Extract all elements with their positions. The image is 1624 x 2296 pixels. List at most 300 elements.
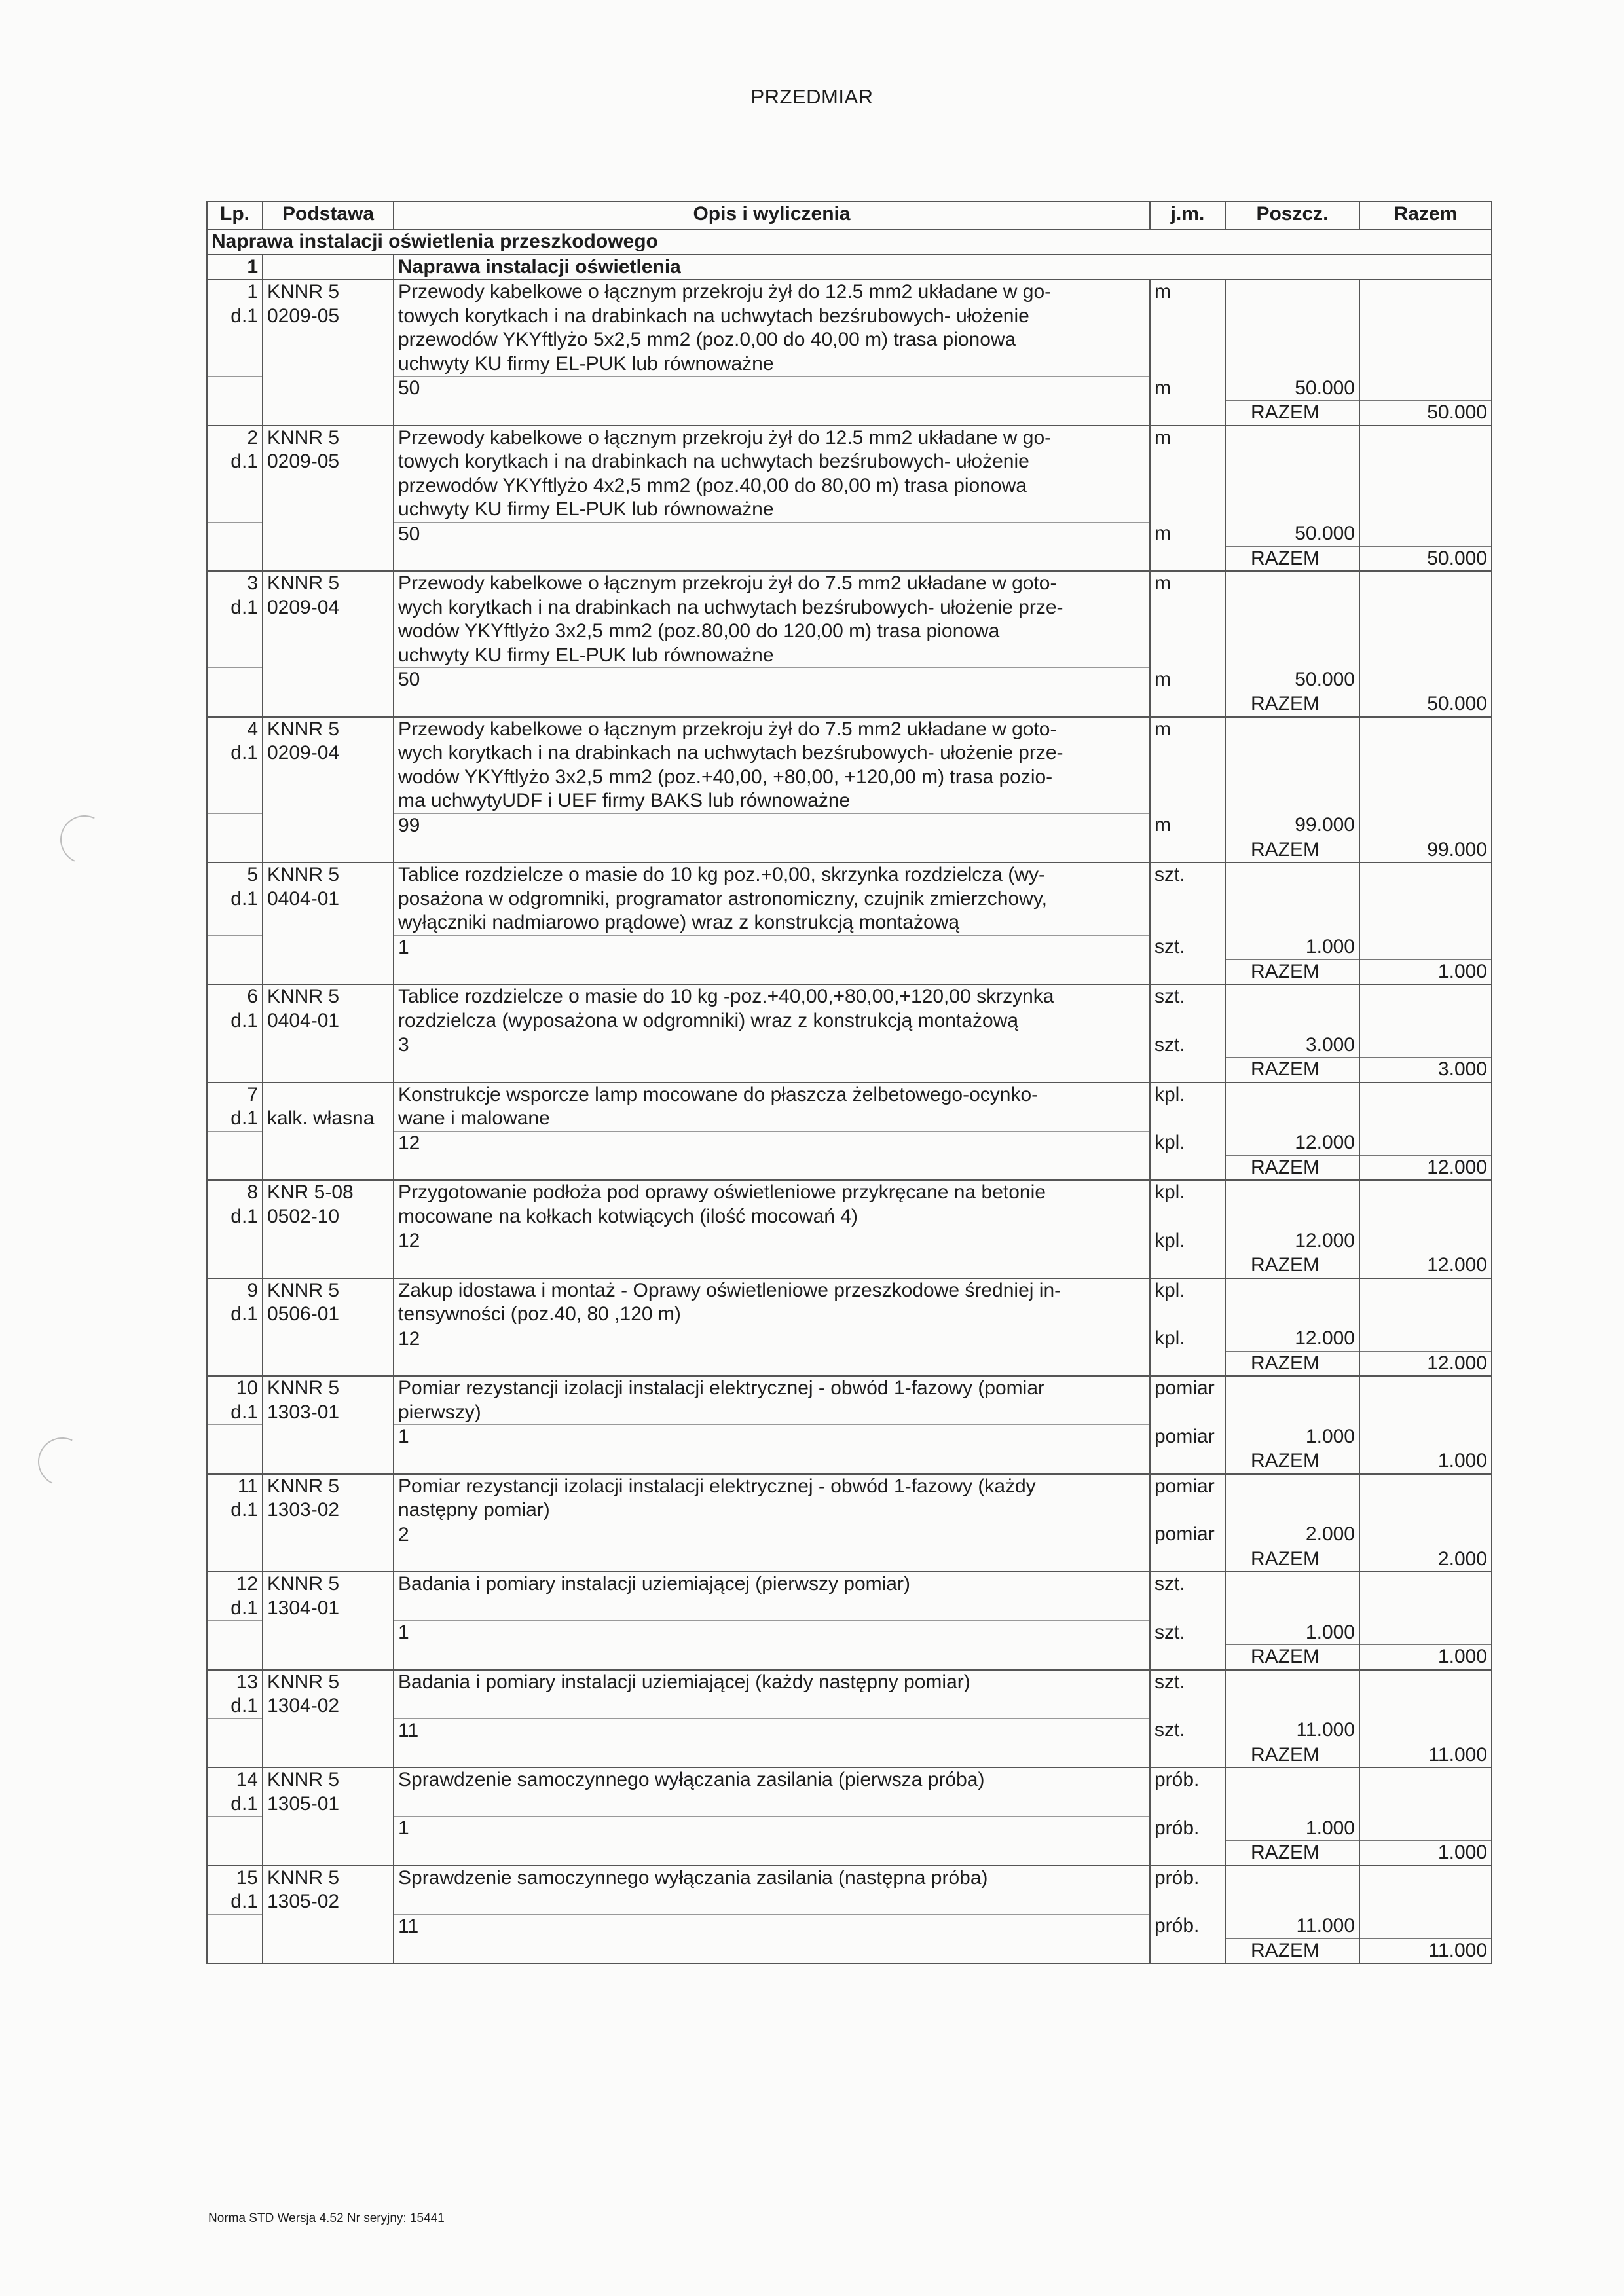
item-base: [263, 1841, 394, 1866]
item-lp: [207, 1155, 263, 1180]
item-base: KNNR 5: [263, 1572, 394, 1597]
item-total-empty: [1359, 1425, 1492, 1449]
item-total-empty: [1359, 571, 1492, 596]
item-qty-empty: [1225, 1205, 1359, 1229]
item-base: [263, 1645, 394, 1670]
item-total-empty: [1359, 1229, 1492, 1253]
item-desc-empty: [394, 838, 1150, 862]
item-description-line: wodów YKYftlyżo 3x2,5 mm2 (poz.80,00 do 120,00 m) trasa pionowa: [394, 620, 1150, 644]
item-qty-empty: [1225, 1866, 1359, 1891]
item-total: 1.000: [1359, 959, 1492, 984]
item-base: [263, 401, 394, 426]
item-description-line: Tablice rozdzielcze o masie do 10 kg poz.+0,00, skrzynka rozdzielcza (wy-: [394, 862, 1150, 887]
item-description-line: Przewody kabelkowe o łącznym przekroju żył do 12.5 mm2 układane w go-: [394, 280, 1150, 305]
item-lp: [207, 1841, 263, 1866]
table-row: [207, 1401, 1492, 1425]
item-total-empty: [1359, 498, 1492, 522]
item-unit: szt.: [1150, 935, 1225, 959]
razem-label: RAZEM: [1225, 1841, 1359, 1866]
item-total-empty: [1359, 644, 1492, 668]
item-total-empty: [1359, 1768, 1492, 1792]
item-description-line: uchwyty KU firmy EL-PUK lub równoważne: [394, 352, 1150, 377]
item-lp: d.1: [207, 450, 263, 474]
item-base: KNNR 5: [263, 1376, 394, 1401]
razem-label: RAZEM: [1225, 1155, 1359, 1180]
table-row: [207, 1425, 1492, 1449]
item-unit: [1150, 741, 1225, 766]
item-description-line: [394, 1694, 1150, 1718]
table-row: [207, 522, 1492, 546]
item-lp: d.1: [207, 305, 263, 329]
item-description-line: Sprawdzenie samoczynnego wyłączania zasilania (następna próba): [394, 1866, 1150, 1891]
item-lp: [207, 1718, 263, 1743]
table-row: [207, 1743, 1492, 1768]
item-lp: 5: [207, 862, 263, 887]
item-unit: [1150, 1303, 1225, 1327]
item-qty-empty: [1225, 1107, 1359, 1131]
razem-label: RAZEM: [1225, 1351, 1359, 1376]
item-lp: [207, 692, 263, 717]
item-base: 1305-02: [263, 1890, 394, 1914]
table-row: [207, 1474, 1492, 1499]
item-unit: [1150, 620, 1225, 644]
item-base: [263, 328, 394, 352]
item-qty-empty: [1225, 911, 1359, 935]
item-base: [263, 668, 394, 692]
item-qty-empty: [1225, 1083, 1359, 1107]
item-description-line: mocowane na kołkach kotwiących (ilość mocowań 4): [394, 1205, 1150, 1229]
item-lp: [207, 1229, 263, 1253]
table-row: [207, 1792, 1492, 1817]
table-row: [207, 305, 1492, 329]
item-total: 1.000: [1359, 1449, 1492, 1474]
item-qty: 11.000: [1225, 1914, 1359, 1938]
item-base: KNNR 5: [263, 717, 394, 742]
item-lp: [207, 1058, 263, 1083]
item-base: [263, 1131, 394, 1155]
item-unit: [1150, 1547, 1225, 1572]
razem-label: RAZEM: [1225, 1253, 1359, 1278]
item-lp: [207, 1033, 263, 1058]
item-desc-empty: [394, 1155, 1150, 1180]
item-lp: 14: [207, 1768, 263, 1792]
item-unit: pomiar: [1150, 1376, 1225, 1401]
item-total-empty: [1359, 935, 1492, 959]
item-description-line: wych korytkach i na drabinkach na uchwytach bezśrubowych- ułożenie prze-: [394, 741, 1150, 766]
item-qty: 3.000: [1225, 1033, 1359, 1058]
item-lp: d.1: [207, 887, 263, 912]
item-total-empty: [1359, 984, 1492, 1009]
table-header-row: [207, 202, 1492, 229]
item-base: [263, 352, 394, 377]
item-description-line: Badania i pomiary instalacji uziemiającej (każdy następny pomiar): [394, 1670, 1150, 1695]
item-lp: [207, 935, 263, 959]
item-description-line: [394, 1890, 1150, 1914]
table-row: [207, 450, 1492, 474]
item-lp: [207, 838, 263, 862]
item-unit: [1150, 1205, 1225, 1229]
item-calc: 1: [394, 1425, 1150, 1449]
item-total-empty: [1359, 1718, 1492, 1743]
item-total-empty: [1359, 305, 1492, 329]
item-unit: szt.: [1150, 1033, 1225, 1058]
item-calc: 50: [394, 522, 1150, 546]
item-desc-empty: [394, 1743, 1150, 1768]
item-qty-empty: [1225, 474, 1359, 498]
item-lp: [207, 620, 263, 644]
item-base: KNNR 5: [263, 984, 394, 1009]
item-desc-empty: [394, 1253, 1150, 1278]
item-lp: 15: [207, 1866, 263, 1891]
footer-note: Norma STD Wersja 4.52 Nr seryjny: 15441: [208, 2212, 445, 2225]
item-unit: m: [1150, 426, 1225, 451]
table-row: [207, 426, 1492, 451]
item-base: [263, 546, 394, 571]
item-base: [263, 1083, 394, 1107]
item-base: [263, 1547, 394, 1572]
item-qty: 2.000: [1225, 1523, 1359, 1547]
item-lp: [207, 1449, 263, 1474]
item-base: [263, 911, 394, 935]
item-qty: 99.000: [1225, 813, 1359, 838]
item-unit: [1150, 644, 1225, 668]
item-description-line: towych korytkach i na drabinkach na uchwytach bezśrubowych- ułożenie: [394, 450, 1150, 474]
item-unit: [1150, 450, 1225, 474]
item-total-empty: [1359, 717, 1492, 742]
item-unit: kpl.: [1150, 1131, 1225, 1155]
item-qty-empty: [1225, 984, 1359, 1009]
item-unit: [1150, 1597, 1225, 1621]
item-description-line: Przewody kabelkowe o łącznym przekroju żył do 7.5 mm2 układane w goto-: [394, 717, 1150, 742]
item-qty-empty: [1225, 352, 1359, 377]
item-unit: kpl.: [1150, 1278, 1225, 1303]
item-unit: m: [1150, 377, 1225, 401]
item-base: 1304-02: [263, 1694, 394, 1718]
table-row: [207, 1107, 1492, 1131]
item-lp: d.1: [207, 1597, 263, 1621]
item-lp: [207, 1523, 263, 1547]
item-qty-empty: [1225, 1180, 1359, 1205]
item-total-empty: [1359, 426, 1492, 451]
item-total-empty: [1359, 1107, 1492, 1131]
table-row: [207, 1523, 1492, 1547]
item-lp: [207, 911, 263, 935]
col-header-lp: Lp.: [207, 202, 263, 229]
item-lp: 7: [207, 1083, 263, 1107]
item-total: 11.000: [1359, 1938, 1492, 1963]
item-lp: [207, 789, 263, 813]
item-total-empty: [1359, 1670, 1492, 1695]
item-base: [263, 1155, 394, 1180]
item-base: [263, 766, 394, 790]
table-row: [207, 1155, 1492, 1180]
item-base: [263, 1817, 394, 1841]
table-row: [207, 1278, 1492, 1303]
item-base: [263, 522, 394, 546]
item-lp: [207, 1645, 263, 1670]
item-description-line: wych korytkach i na drabinkach na uchwytach bezśrubowych- ułożenie prze-: [394, 596, 1150, 620]
item-base: KNNR 5: [263, 1768, 394, 1792]
item-unit: m: [1150, 280, 1225, 305]
item-lp: [207, 644, 263, 668]
table-row: [207, 1768, 1492, 1792]
table-row: [207, 1817, 1492, 1841]
item-lp: [207, 668, 263, 692]
item-calc: 12: [394, 1327, 1150, 1351]
item-unit: [1150, 887, 1225, 912]
item-total-empty: [1359, 1572, 1492, 1597]
item-lp: [207, 474, 263, 498]
bill-of-quantities-table: [206, 201, 1492, 1964]
item-description-line: posażona w odgromniki, programator astronomiczny, czujnik zmierzchowy,: [394, 887, 1150, 912]
item-description-line: przewodów YKYftlyżo 5x2,5 mm2 (poz.0,00 do 40,00 m) trasa pionowa: [394, 328, 1150, 352]
item-desc-empty: [394, 692, 1150, 717]
item-base: 0209-05: [263, 305, 394, 329]
item-base: 0506-01: [263, 1303, 394, 1327]
item-total-empty: [1359, 1376, 1492, 1401]
table-row: [207, 1841, 1492, 1866]
item-base: 1303-01: [263, 1401, 394, 1425]
item-unit: [1150, 1645, 1225, 1670]
item-unit: pomiar: [1150, 1425, 1225, 1449]
table-body: [207, 229, 1492, 1963]
item-base: [263, 1327, 394, 1351]
item-calc: 2: [394, 1523, 1150, 1547]
item-lp: [207, 1327, 263, 1351]
item-base: [263, 377, 394, 401]
item-unit: [1150, 766, 1225, 790]
item-calc: 50: [394, 668, 1150, 692]
item-qty-empty: [1225, 862, 1359, 887]
item-description-line: wane i malowane: [394, 1107, 1150, 1131]
item-base: [263, 935, 394, 959]
item-base: KNR 5-08: [263, 1180, 394, 1205]
item-qty-empty: [1225, 498, 1359, 522]
item-lp: 13: [207, 1670, 263, 1695]
razem-label: RAZEM: [1225, 401, 1359, 426]
item-calc: 50: [394, 377, 1150, 401]
item-base: [263, 813, 394, 838]
item-total-empty: [1359, 1890, 1492, 1914]
item-total-empty: [1359, 1694, 1492, 1718]
item-description-line: Pomiar rezystancji izolacji instalacji elektrycznej - obwód 1-fazowy (każdy: [394, 1474, 1150, 1499]
item-lp: [207, 766, 263, 790]
item-lp: [207, 328, 263, 352]
item-lp: [207, 377, 263, 401]
table-row: [207, 789, 1492, 813]
item-unit: [1150, 1009, 1225, 1033]
item-description-line: [394, 1792, 1150, 1817]
table-row: [207, 1890, 1492, 1914]
item-total-empty: [1359, 1792, 1492, 1817]
item-base: 0209-04: [263, 741, 394, 766]
item-qty-empty: [1225, 1474, 1359, 1499]
item-qty-empty: [1225, 280, 1359, 305]
item-total-empty: [1359, 789, 1492, 813]
punch-hole-mark: [54, 809, 116, 871]
table-row: [207, 571, 1492, 596]
table-row: [207, 741, 1492, 766]
item-total-empty: [1359, 522, 1492, 546]
item-desc-empty: [394, 1841, 1150, 1866]
table-row: [207, 838, 1492, 862]
item-base: KNNR 5: [263, 1474, 394, 1499]
item-qty-empty: [1225, 789, 1359, 813]
item-base: [263, 838, 394, 862]
item-unit: [1150, 1890, 1225, 1914]
item-base: 1303-02: [263, 1498, 394, 1523]
item-qty-empty: [1225, 305, 1359, 329]
table-row: [207, 668, 1492, 692]
table-row: [207, 1131, 1492, 1155]
item-description-line: Przewody kabelkowe o łącznym przekroju żył do 7.5 mm2 układane w goto-: [394, 571, 1150, 596]
item-qty-empty: [1225, 1498, 1359, 1523]
item-base: KNNR 5: [263, 1866, 394, 1891]
item-desc-empty: [394, 401, 1150, 426]
item-description-line: Zakup idostawa i montaż - Oprawy oświetleniowe przeszkodowe średniej in-: [394, 1278, 1150, 1303]
item-qty: 12.000: [1225, 1229, 1359, 1253]
item-base: [263, 644, 394, 668]
table-row: [207, 1670, 1492, 1695]
item-base: 0209-04: [263, 596, 394, 620]
item-unit: [1150, 596, 1225, 620]
table-row: [207, 766, 1492, 790]
item-lp: [207, 1621, 263, 1645]
table-row: [207, 328, 1492, 352]
item-base: [263, 620, 394, 644]
item-lp: [207, 546, 263, 571]
table-row: [207, 984, 1492, 1009]
item-total: 12.000: [1359, 1253, 1492, 1278]
item-lp: 9: [207, 1278, 263, 1303]
item-lp: [207, 1547, 263, 1572]
item-total-empty: [1359, 1278, 1492, 1303]
item-total-empty: [1359, 620, 1492, 644]
item-total-empty: [1359, 1597, 1492, 1621]
item-qty-empty: [1225, 1376, 1359, 1401]
razem-label: RAZEM: [1225, 1547, 1359, 1572]
item-lp: [207, 352, 263, 377]
item-unit: kpl.: [1150, 1229, 1225, 1253]
item-desc-empty: [394, 1351, 1150, 1376]
item-base: [263, 789, 394, 813]
item-total: 12.000: [1359, 1155, 1492, 1180]
item-qty-empty: [1225, 644, 1359, 668]
item-unit: [1150, 1743, 1225, 1768]
item-base: [263, 1621, 394, 1645]
item-unit: pomiar: [1150, 1523, 1225, 1547]
item-qty-empty: [1225, 717, 1359, 742]
item-lp: [207, 401, 263, 426]
item-qty-empty: [1225, 426, 1359, 451]
item-description-line: towych korytkach i na drabinkach na uchwytach bezśrubowych- ułożenie: [394, 305, 1150, 329]
empty-cell: [263, 255, 394, 280]
table-row: [207, 1694, 1492, 1718]
item-qty: 12.000: [1225, 1327, 1359, 1351]
item-calc: 99: [394, 813, 1150, 838]
table-row: [207, 911, 1492, 935]
table-row: [207, 474, 1492, 498]
item-total-empty: [1359, 474, 1492, 498]
item-description-line: pierwszy): [394, 1401, 1150, 1425]
item-base: [263, 1449, 394, 1474]
item-qty: 11.000: [1225, 1718, 1359, 1743]
item-unit: prób.: [1150, 1768, 1225, 1792]
item-base: KNNR 5: [263, 280, 394, 305]
item-base: [263, 1253, 394, 1278]
item-qty-empty: [1225, 887, 1359, 912]
table-row: [207, 1083, 1492, 1107]
item-unit: [1150, 1058, 1225, 1083]
table-row: [207, 644, 1492, 668]
item-unit: [1150, 1351, 1225, 1376]
col-header-qty: Poszcz.: [1225, 202, 1359, 229]
item-unit: [1150, 546, 1225, 571]
table-row: [207, 1718, 1492, 1743]
item-total-empty: [1359, 1131, 1492, 1155]
item-base: [263, 1425, 394, 1449]
table-row: [207, 959, 1492, 984]
item-base: KNNR 5: [263, 862, 394, 887]
item-desc-empty: [394, 1449, 1150, 1474]
item-unit: [1150, 789, 1225, 813]
col-header-base: Podstawa: [263, 202, 394, 229]
page-title: PRZEDMIAR: [750, 85, 874, 108]
item-total-empty: [1359, 328, 1492, 352]
item-total-empty: [1359, 1914, 1492, 1938]
item-unit: szt.: [1150, 1718, 1225, 1743]
item-base: KNNR 5: [263, 571, 394, 596]
item-base: [263, 1914, 394, 1938]
item-lp: 10: [207, 1376, 263, 1401]
item-base: [263, 1033, 394, 1058]
table-row: [207, 1351, 1492, 1376]
item-lp: d.1: [207, 741, 263, 766]
item-unit: [1150, 911, 1225, 935]
item-base: [263, 1351, 394, 1376]
item-total-empty: [1359, 1474, 1492, 1499]
item-total-empty: [1359, 377, 1492, 401]
col-header-desc: Opis i wyliczenia: [394, 202, 1150, 229]
item-base: 1305-01: [263, 1792, 394, 1817]
item-calc: 1: [394, 1817, 1150, 1841]
col-header-jm: j.m.: [1150, 202, 1225, 229]
subsection-lp: 1: [207, 255, 263, 280]
item-total-empty: [1359, 1866, 1492, 1891]
item-lp: 1: [207, 280, 263, 305]
item-lp: [207, 1914, 263, 1938]
razem-label: RAZEM: [1225, 1058, 1359, 1083]
item-description-line: [394, 1597, 1150, 1621]
item-total-empty: [1359, 1009, 1492, 1033]
item-base: 1304-01: [263, 1597, 394, 1621]
item-unit: kpl.: [1150, 1180, 1225, 1205]
item-qty: 1.000: [1225, 1817, 1359, 1841]
item-calc: 11: [394, 1914, 1150, 1938]
item-lp: [207, 1131, 263, 1155]
item-base: 0404-01: [263, 1009, 394, 1033]
item-unit: [1150, 1107, 1225, 1131]
item-base: KNNR 5: [263, 1278, 394, 1303]
item-lp: 8: [207, 1180, 263, 1205]
table-row: [207, 596, 1492, 620]
item-description-line: Sprawdzenie samoczynnego wyłączania zasilania (pierwsza próba): [394, 1768, 1150, 1792]
item-qty: 50.000: [1225, 522, 1359, 546]
item-qty: 50.000: [1225, 377, 1359, 401]
item-total-empty: [1359, 1303, 1492, 1327]
item-lp: d.1: [207, 1009, 263, 1033]
item-lp: [207, 498, 263, 522]
